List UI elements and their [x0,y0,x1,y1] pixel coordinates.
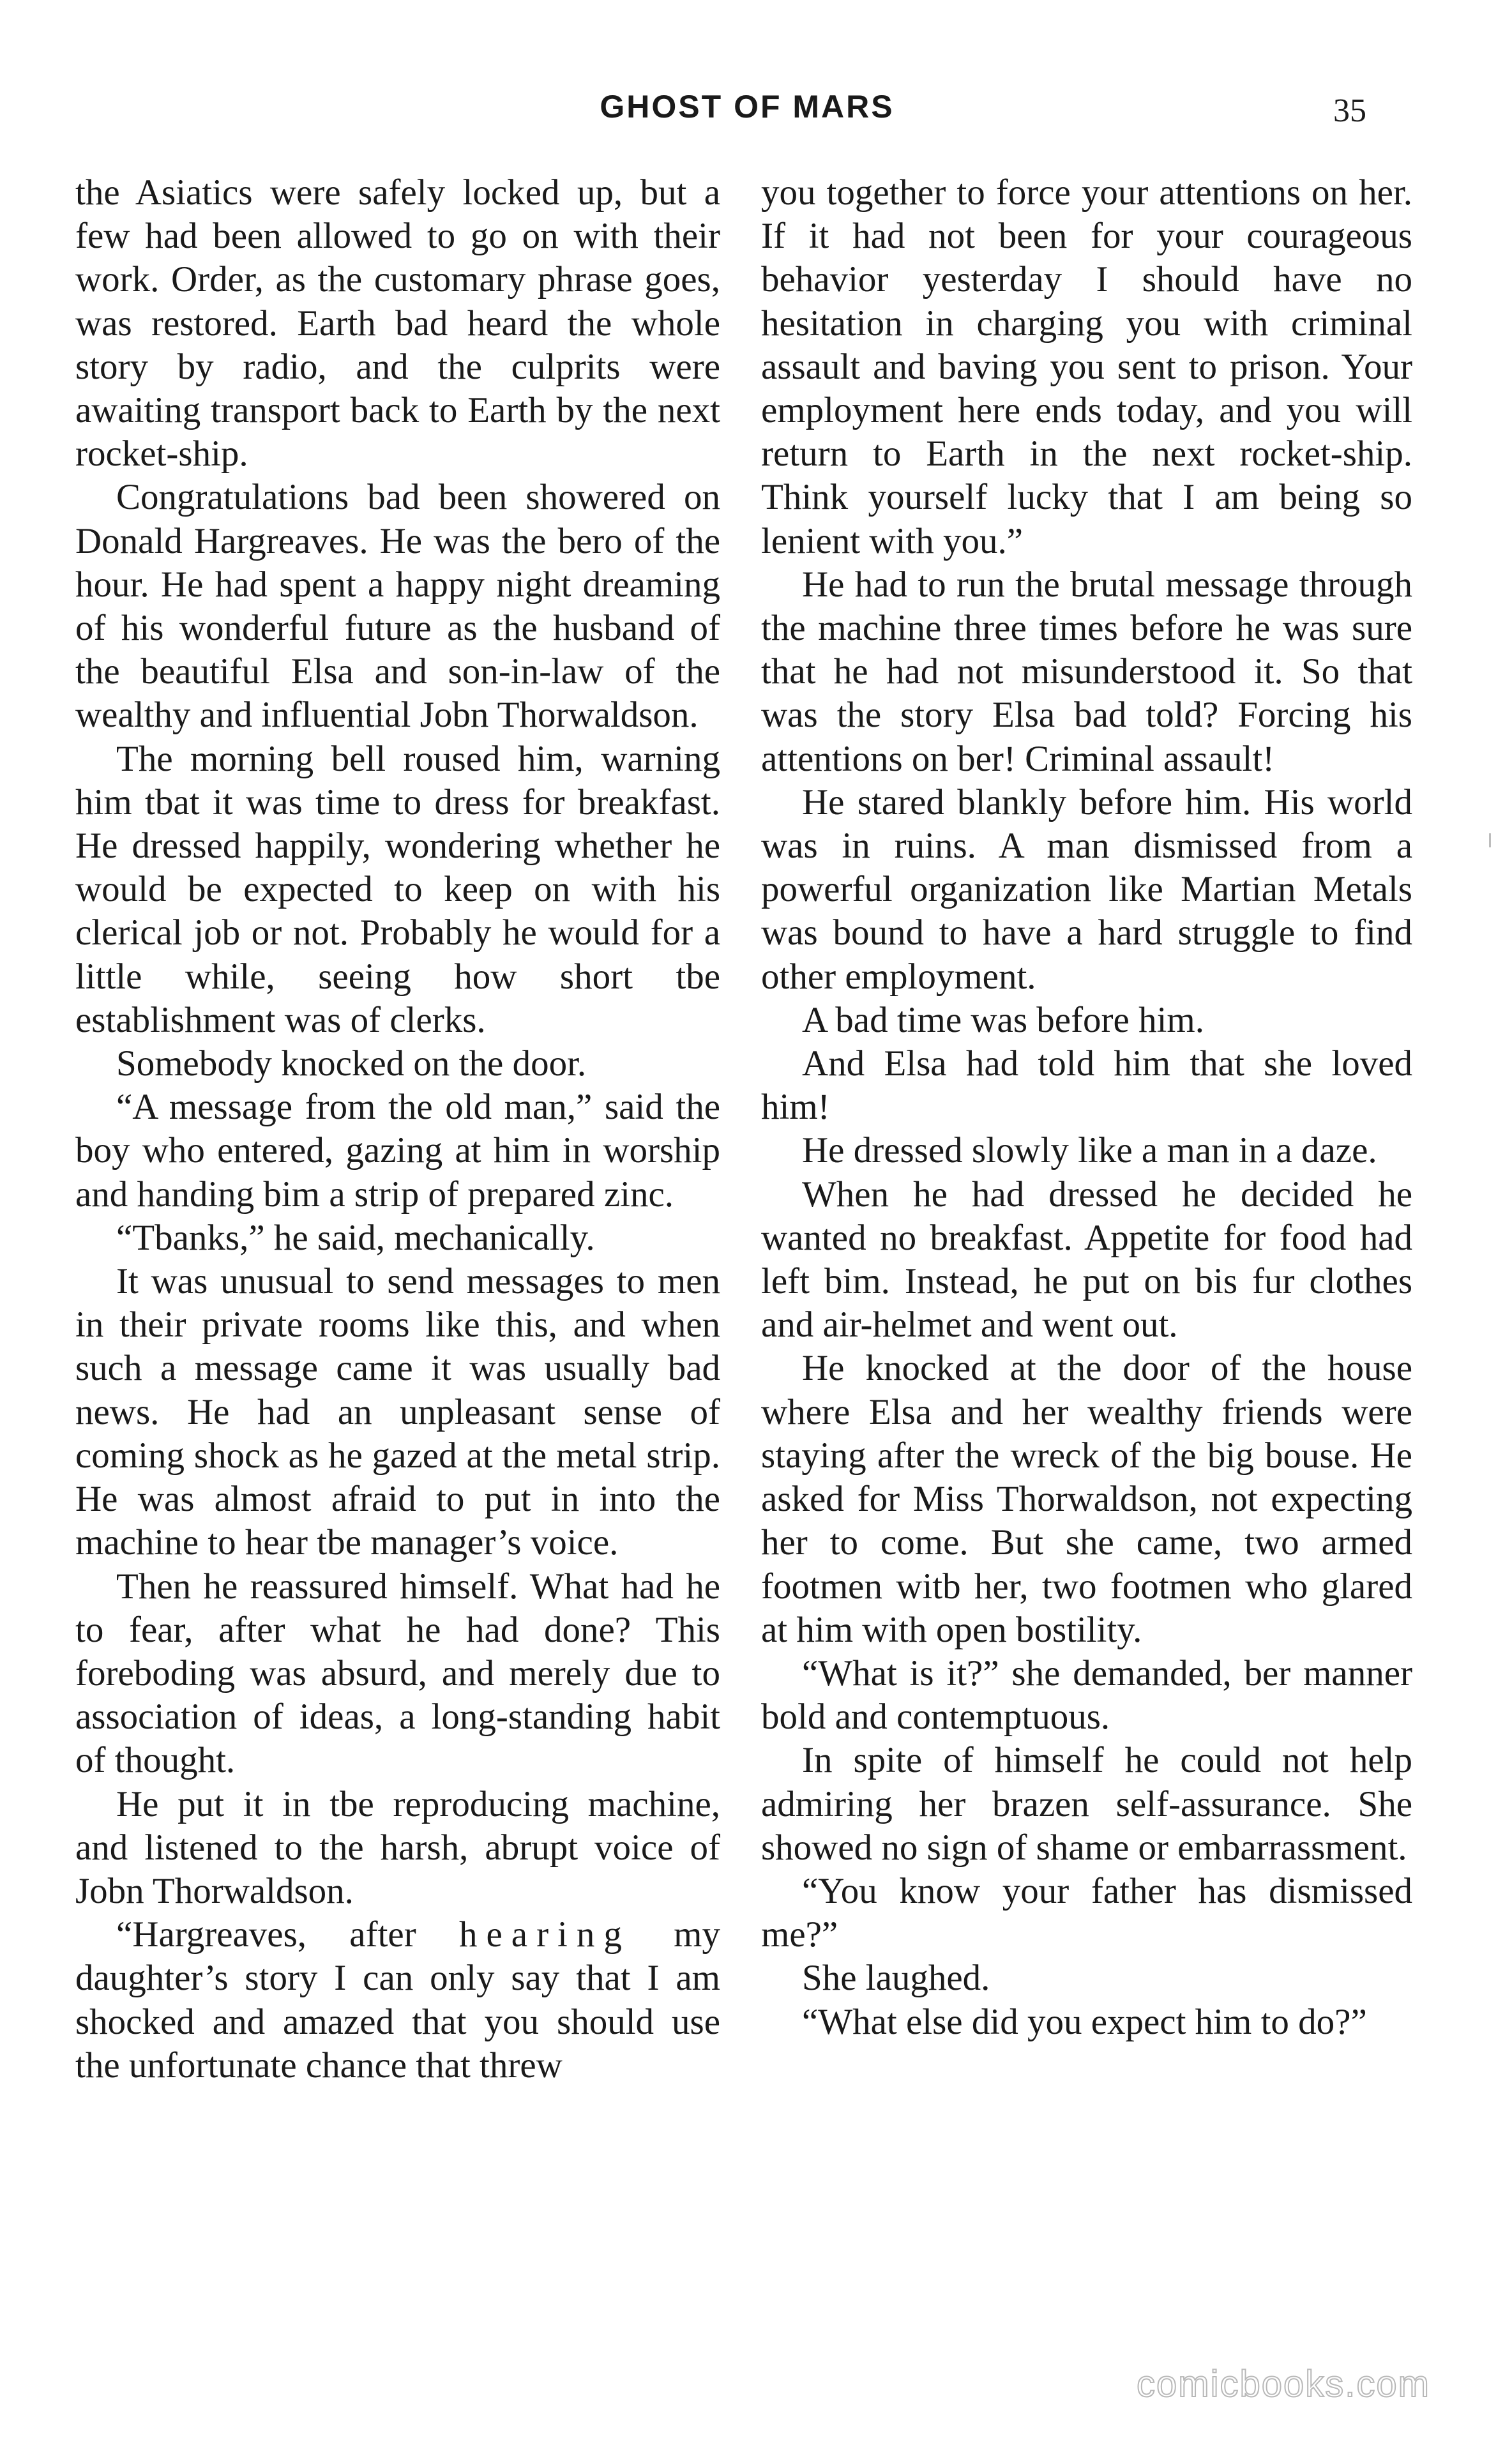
paragraph: you together to force your attentions on her. If it had not been for your courageous behavior yesterday I should have no hesitation in charging you with criminal assault and baving you sent to prison. Your employment here ends today, and you will return to Earth in the next rocket-ship. Think yourself lucky that I am being so lenient with you.” [761,172,1412,561]
right-text-column [761,171,1412,2044]
watermark: comicbooks.com [1137,2363,1430,2405]
paragraph: “Tbanks,” he said, mechanically. [116,1217,595,1258]
spaced-emphasis: hearing [458,1914,631,1955]
paragraph: “A message from the old man,” said the boy who entered, gazing at him in worship and handing bim a strip of prepared zinc. [75,1087,720,1215]
paragraph: And Elsa had told him that she loved him! [761,1043,1412,1128]
paragraph-text: my daughter’s story I can only say that I am shocked and amazed that you should use the unfortunate chance that threw [75,1914,720,2086]
paragraph: He put it in tbe reproducing machine, and listened to the harsh, abrupt voice of Jobn Thorwaldson. [75,1783,720,1911]
paragraph: When he had dressed he decided he wanted no breakfast. Appetite for food had left bim. Instead, he put on bis fur clothes and air-helmet and went out. [761,1174,1412,1345]
paragraph-text: “Hargreaves, after [116,1914,416,1955]
paragraph: Then he reassured himself. What had he to fear, after what he had done? This foreboding was absurd, and merely due to association of ideas, a long-standing habit of thought. [75,1566,720,1781]
paragraph: The morning bell roused him, warning him tbat it was time to dress for breakfast. He dressed happily, wondering whether he would be expected to keep on with his clerical job or not. Probably he would for a little while, seeing how short tbe establishment was of clerks. [75,738,720,1040]
left-text-column [75,171,720,2087]
paragraph: “What is it?” she demanded, ber manner bold and contemptuous. [761,1653,1412,1738]
paragraph: Somebody knocked on the door. [116,1043,587,1084]
paragraph: A bad time was before him. [802,999,1205,1040]
page-header [0,88,1512,139]
running-title: GHOST OF MARS [600,89,895,125]
paragraph: He stared blankly before him. His world was in ruins. A man dismissed from a powerful organization like Martian Metals was bound to have a hard struggle to find other employment. [761,782,1412,997]
paragraph: It was unusual to send messages to men in their private rooms like this, and when such a message came it was usually bad news. He had an unpleasant sense of coming shock as he gazed at the metal strip. He was almost afraid to put in into the machine to hear tbe manager’s voice. [75,1261,720,1563]
paragraph [75,1913,720,2087]
paragraph: He dressed slowly like a man in a daze. [802,1130,1377,1171]
scan-edge-mark [1489,833,1491,847]
paragraph: He had to run the brutal message through the machine three times before he was sure that he had not misunderstood it. So that was the story Elsa bad told? Forcing his attentions on ber! Criminal assault! [761,564,1412,779]
paragraph: In spite of himself he could not help admiring her brazen self-assurance. She showed no sign of shame or embarrassment. [761,1740,1412,1868]
paragraph: “What else did you expect him to do?” [802,2001,1367,2042]
paragraph: the Asiatics were safely locked up, but a few had been allowed to go on with their work. Order, as the customary phrase goes, was restored. Earth bad heard the whole story by radio, and the culprits were awaiting transport back to Earth by the next rocket-ship. [75,172,720,474]
paragraph: “You know your father has dismissed me?” [761,1870,1412,1955]
paragraph: Congratulations bad been showered on Donald Hargreaves. He was the bero of the hour. He had spent a happy night dreaming of his wonderful future as the husband of the beautiful Elsa and son-in-law of the wealthy and influential Jobn Thorwaldson. [75,477,720,736]
paragraph: He knocked at the door of the house where Elsa and her wealthy friends were staying after the wreck of the big bouse. He asked for Miss Thorwaldson, not expecting her to come. But she came, two armed footmen witb her, two footmen who glared at him with open bostility. [761,1348,1412,1650]
page-number: 35 [1333,93,1366,129]
paragraph: She laughed. [802,1958,990,1999]
